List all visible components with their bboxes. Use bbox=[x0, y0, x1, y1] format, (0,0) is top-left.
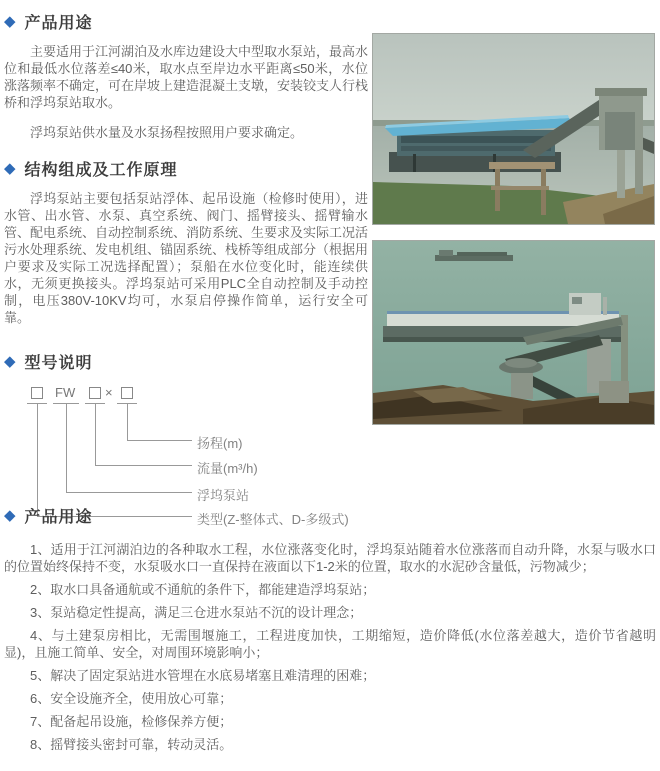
connector-line bbox=[66, 403, 67, 492]
section-heading-model bbox=[4, 350, 368, 373]
model-label-flow: 流量(m³/h) bbox=[197, 461, 258, 476]
section-title: 结构组成及工作原理 bbox=[24, 162, 178, 179]
feature-item: 1、适用于江河湖泊边的各种取水工程，水位涨落变化时，浮坞泵站随着水位涨落而自动升降，水泵与吸水口的位置始终保持不变，水泵吸水口一直保持在液面以下1-2米的位置，取水的水泥砂含量低，污物减少； bbox=[4, 542, 656, 574]
left-column bbox=[4, 6, 368, 541]
feature-item: 8、摇臂接头密封可靠，转动灵活。 bbox=[30, 737, 233, 752]
usage-paragraph-2: 浮坞泵站供水量及水泵扬程按照用户要求确定。 bbox=[30, 125, 304, 140]
connector-line bbox=[37, 403, 38, 516]
usage-paragraph-1: 主要适用于江河湖泊及水库边建设大中型取水泵站，最高水位和最低水位落差≤40米，取水点至岸边水平距离≤50米，水位涨落频率不确定，可在岸坡上建造混凝土支墩，安装铰支人行栈桥和浮坞泵站取水。 bbox=[4, 44, 369, 110]
feature-item: 4、与土建泵房相比，无需围堰施工，工程进度加快，工期缩短，造价降低(水位落差越大，造价节省越明显)，且施工简单、安全，对周围环境影响小； bbox=[4, 628, 656, 660]
feature-item: 2、取水口具备通航或不通航的条件下，都能建造浮坞泵站； bbox=[30, 582, 376, 597]
model-label-head: 扬程(m) bbox=[197, 436, 243, 451]
connector-line bbox=[127, 440, 192, 441]
photo2-illustration bbox=[373, 241, 654, 424]
photo-pump-station-water bbox=[372, 240, 655, 425]
connector-line bbox=[66, 492, 192, 493]
connector-line bbox=[95, 465, 192, 466]
model-code-times: × bbox=[105, 385, 113, 400]
model-label-station: 浮坞泵站 bbox=[197, 488, 250, 503]
diamond-bullet-icon: ◆ bbox=[4, 13, 17, 30]
section-title: 产品用途 bbox=[24, 509, 93, 526]
model-label-type: 类型(Z-整体式、D-多级式) bbox=[197, 512, 349, 527]
diamond-bullet-icon: ◆ bbox=[4, 507, 17, 524]
model-code-box-flow bbox=[89, 387, 101, 399]
diamond-bullet-icon: ◆ bbox=[4, 160, 17, 177]
connector-line bbox=[127, 403, 128, 440]
model-code-box-head bbox=[121, 387, 133, 399]
connector-line bbox=[95, 403, 96, 465]
photo-pump-station-shore bbox=[372, 33, 655, 225]
section-heading-structure bbox=[4, 157, 368, 180]
feature-item: 5、解决了固定泵站进水管埋在水底易堵塞且难清理的困难； bbox=[30, 668, 376, 683]
section-title: 产品用途 bbox=[24, 15, 93, 32]
features-section bbox=[4, 504, 656, 759]
section-heading-usage bbox=[4, 10, 368, 33]
model-code-fw: FW bbox=[55, 385, 76, 400]
section-title: 型号说明 bbox=[24, 355, 93, 372]
model-code-box-type bbox=[31, 387, 43, 399]
diamond-bullet-icon: ◆ bbox=[4, 353, 17, 370]
photo1-illustration bbox=[373, 34, 654, 224]
feature-item: 6、安全设施齐全，使用放心可靠； bbox=[30, 691, 233, 706]
feature-item: 7、配备起吊设施，检修保养方便； bbox=[30, 714, 233, 729]
feature-item: 3、泵站稳定性提高，满足三仓进水泵站不沉的设计理念； bbox=[30, 605, 363, 620]
structure-paragraph: 浮坞泵站主要包括泵站浮体、起吊设施（检修时使用），进水管、出水管、水泵、真空系统、阀门、摇臂接头、摇臂输水管、配电系统、自动控制系统、消防系统、生要求及实际工况活污水处理系统、发电机组、锚固系统、栈桥等组成部分（根据用户要求及实际工况选择配置）；泵船在水位变化时，能连续供水，无须更换接头。浮坞泵站可采用PLC全自动控制及手动控制，电压380V-10KV均可，水泵启停操作简单，运行安全可靠。 bbox=[4, 191, 369, 325]
section-heading-features bbox=[4, 504, 656, 527]
